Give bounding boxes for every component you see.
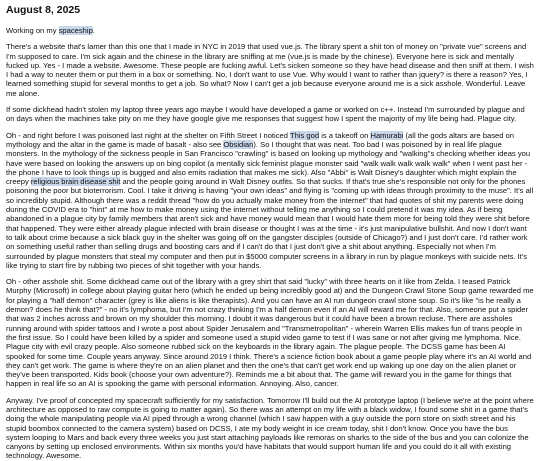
- text-span: and the people going around in Walt Disney outfits. So that sucks. If that's true she's responsible not only for the phones poisoning the poor but bioterrorism. Cool. I take it driving is having "your own ideas" and flying is "coming up with ideas through proximity to the muse". It's all so incredibly stupid. Although there was a reddit thread "how do you actually make money from the internet" that had quotes of shit my parents were doing during the COVID era to "hint" at me how to make money using the internet without telling me anything so I could pretend it was my idea. As if being abandoned in a plague city by family members that aren't sick and have money would mean that I would hate them more for being told they were shit before that happened. They were either already plague infected with brain disease or thought I was at the time - it's just manipulative bullshit. And now I don't want to talk about crime because a sick black guy in the shelter was going off on the gangster disciples (outside of Chicago?) and I just don't care. I'd rather work on something useful rather than selling drugs and boosting cars and if I can't do that I just don't give a shit about anything. Especially not when I'm surrounded by plague monsters that steal my computer and then put in $5000 computer screens in a library in run by plague monkeys with suicide nets. It's like trying to start fire by rubbing two pieces of shit together with your hands.: [6, 177, 534, 270]
- highlighted-text: Hamurabi: [370, 130, 404, 140]
- paragraph-1: [6, 26, 534, 35]
- text-span: ). So I thought that was neat. Too bad I was poisoned by in real life plague monsters. In the mythology of the sickness people in San Francisco "crawling" is based on looking up mythology and "walking"s checking whether ideas you have were based on looking the answers up on bing copilot (a mentally sick feminist plague monster said "walk walk walk walk walk" when I went past her - the phone I have to look things up is bugged and also emits radiation that makes me sick). Also "Abbi" is Walt Disney's daughter which might explain the creepy: [6, 139, 531, 187]
- highlighted-text: This god: [289, 130, 320, 140]
- post-date: August 8, 2025: [6, 4, 81, 16]
- text-span: Working on my: [6, 26, 59, 35]
- paragraph-5: Oh - other asshole shit. Some dickhead came out of the library with a grey shirt that said "lucky" with three hearts on it like from Zelda. I teased Patrick Murphy (Microsoft) in college about playing guitar hero (which he ended up being incredibly good at) and the Dungeon Crawl Stone Soup game rewarded me for playing a "half demon" character (grey is like aliens is like therapists). And you can have an AI run dungeon crawl stone soup. So it's like "is he really a demon? does he think that?" - no it's lymphoma, but I'm not crazy thinking I'm a half demon even if an AI will reward me for that. Also, someone put a spider that was 2 inches across and brown on my shoulder this morning. I doubt it was dangerous but it could have been a brown recluse. There are assholes running around with spider tattoos and I wrote a post about Spider Jerusalem and "Transmetropolitan" - wherein Warren Ellis makes fun of trans people in the first issue. So I could have been killed by a spider and someone used a stupid video game to test if I was sane or not after giving me lymphoma. Nice. Plague city with evil crazy people. Also someone rubbed sick on the keyboards in the library again. The plague people. The DCSS game has been AI spooked for some time. Couple years anyway. Since around 2019 I think. There's a science fiction book about a game people play where it's an AI world and they can't get work. The game is where they're on an alien planet and then the one's that can't get work end up waking up one day on the alien planet or they've been transported. Kids book (choose your own adventure?). Reminds me a bit about that. The game will reward you in the game for things that happen in real life so an AI is spooking the game with personal information. Annoying. Also, cancer.: [6, 277, 534, 389]
- text-span: is a takeoff on: [319, 130, 371, 140]
- paragraph-3: If some dickhead hadn't stolen my laptop three years ago maybe I would have developed a game or worked on c++. Instead I'm surrounded by plague and on days when the machines take pity on me they have google give me responses that suggest how I spent the majority of my life being had. Plague city.: [6, 105, 525, 124]
- highlighted-text: Obsidian: [223, 139, 254, 149]
- text-span: (all the gods altars are based on mythology and the altar in the game is made of basalt - also see: [6, 130, 514, 149]
- paragraph-6: Anyway. I've proof of concepted my spacecraft sufficiently for my satisfaction. Tomorrow I'll build out the AI prototype laptop (I believe we're at the point where architecture as opposed to raw compute is going to matter again). So there was an attempt on my life with a black widow, I found some shit in a game that's doing the whole manipulating people via AI piped through a wrong channel (which I saw happen with a guy outside the porn store on sixth street and his stupid boombox connected to the camera system) based on DCSS, I ate my body weight in ice cream today, shit I don't know. Once you have the bus system looping to Mars and back every three weeks you just start attaching payloads like remoras on sharks to the side of the bus and you can colonize the canyons by setting up enclosed environments. Within six months you'd have habitats that would support human life and you could do it all with existing technology. Awesome.: [6, 395, 534, 461]
- highlighted-text: religious brain disease shit: [30, 177, 121, 187]
- paragraph-4: [6, 131, 534, 270]
- text-span: Oh - and right before I was poisoned last night at the shelter on Fifth Street I noticed: [6, 130, 290, 140]
- paragraph-2: There's a website that's lamer than this one that I made in NYC in 2019 that used vue.js. The library spent a shit ton of money on "private vue" screens and I'm supposed to care. I'm sick again and the chinese in the library are sniffing at me (vue.js is made by the chinese). Everyone here is sick and mentally fucked up. Yes - I made a website. Awesome. These people are fucking awful. Let's sicken someone so they have head disease and then sniff at them. I wish I had a way to neuter them or put them in a box or something. No, I don't want to use Vue. Why would I want to rather than jquery? is there a reason? Yes, I learned something stupid for several months to get a job. So what? Now I can't get a job because everyone around me is a sick asshole. Wonderful. Leave me alone.: [6, 42, 534, 98]
- highlighted-text: spaceship: [58, 26, 93, 35]
- text-span: .: [92, 26, 95, 35]
